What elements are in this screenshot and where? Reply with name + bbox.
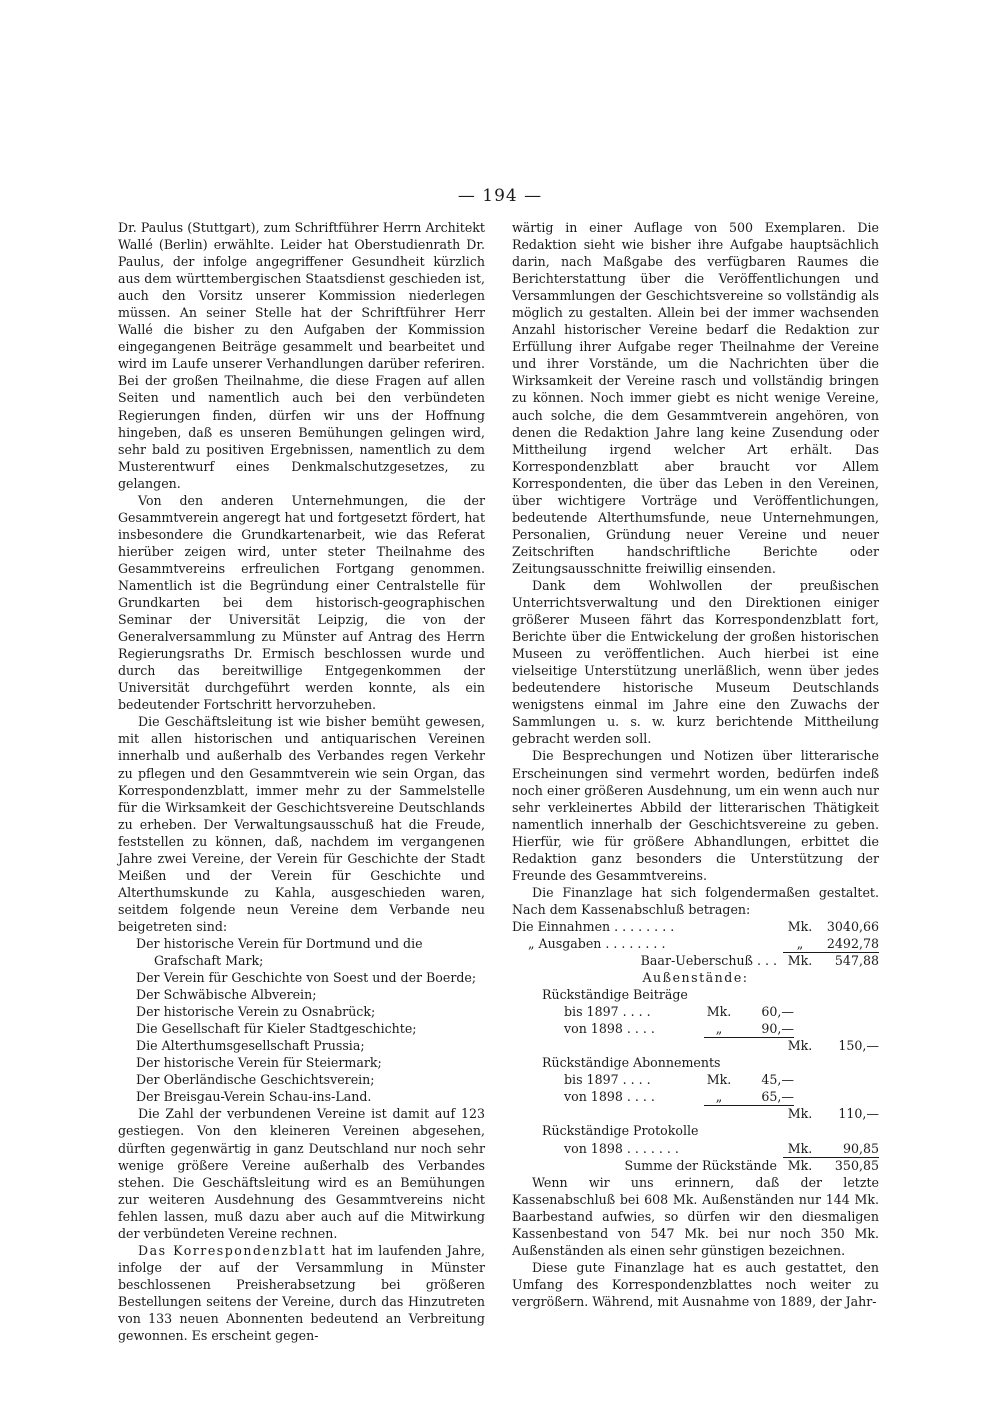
finance-row-baar bbox=[512, 952, 879, 969]
paragraph: Dr. Paulus (Stuttgart), zum Schriftführer Herrn Architekt Wallé (Berlin) erwählte. Leider hat Oberstudienrath Dr. Paulus, der infolge angegriffener Gesundheit kürzlich aus dem württembergischen Staatsdienst geschieden ist, auch den Vorsitz unserer Kommission niederlegen müssen. An seiner Stelle hat der Schriftführer Herr Wallé die bisher zu den Aufgaben der Kommission eingegangenen Beiträge gesammelt und bearbeitet und wird im Laufe unserer Verhandlungen darüber referiren. Bei der großen Theilnahme, die diese Fragen auf allen Seiten und namentlich auch bei den verbündeten Regierungen finden, dürfen wir uns der Hoffnung hingeben, daß es unseren Bemühungen gelingen wird, sehr bald zu positiven Ergebnissen, namentlich zu dem Musterentwurf eines Denkmalschutzgesetzes, zu gelangen. bbox=[118, 220, 485, 491]
emphasis-lead: Das Korrespondenzblatt bbox=[138, 1242, 327, 1258]
list-item: Der historische Verein zu Osnabrück; bbox=[136, 1004, 376, 1020]
paragraph: Die Geschäftsleitung ist wie bisher bemüht gewesen, mit allen historischen und antiquarischen Vereinen innerhalb und außerhalb des Verbandes regen Verkehr zu pflegen und den Gesammtverein wie sein Organ, das Korrespondenzblatt, immer mehr zu der Sammelstelle für die Wirksamkeit der Geschichtsvereine Deutschlands zu erheben. Der Verwaltungsausschuß hat die Freude, feststellen zu können, daß, nachdem im vergangenen Jahre zwei Vereine, der Verein für Geschichte der Stadt Meißen und der Verein für Geschichte und Alterthumskunde zu Kahla, ausgeschieden waren, seitdem folgende neun Vereine dem Verbande neu beigetreten sind: bbox=[118, 714, 485, 934]
finance-subrow bbox=[512, 1088, 879, 1105]
finance-subtotal bbox=[512, 1037, 879, 1054]
finance-label: bis 1897 . . . . bbox=[564, 1004, 651, 1020]
paragraph bbox=[118, 1242, 485, 1344]
finance-amount: 90,— bbox=[734, 1020, 794, 1038]
finance-currency: Mk. bbox=[787, 953, 813, 969]
finance-currency: Mk. bbox=[787, 918, 813, 934]
list-item: Der Breisgau-Verein Schau-ins-Land. bbox=[136, 1089, 372, 1105]
finance-currency: Mk. bbox=[787, 1157, 813, 1173]
finance-label: von 1898 . . . . bbox=[564, 1089, 655, 1105]
right-column bbox=[512, 219, 879, 1310]
finance-subrow bbox=[512, 1071, 879, 1088]
finance-amount: 110,— bbox=[838, 1106, 879, 1122]
finance-currency: „ bbox=[704, 1020, 734, 1038]
paragraph: Die Finanzlage hat sich folgendermaßen gestaltet. Nach dem Kassenabschluß betragen: bbox=[512, 884, 879, 917]
finance-currency: Mk. bbox=[783, 1140, 817, 1158]
list-item: Der Schwäbische Albverein; bbox=[136, 987, 317, 1003]
paragraph: Die Besprechungen und Notizen über litterarische Erscheinungen sind vermehrt worden, bedürfen indeß noch einer größeren Ausdehnung, um ein wenn auch nur sehr verkleinertes Abbild der litterarischen Thätigkeit namentlich innerhalb der Geschichtsvereine zu geben. Hierfür, wie für größere Abhandlungen, erbittet die Redaktion ganz besonders die Unterstützung der Freunde des Gesammtvereins. bbox=[512, 748, 879, 883]
finance-label: von 1898 . . . . . . . bbox=[564, 1140, 679, 1156]
finance-amount: 3040,66 bbox=[826, 918, 879, 934]
finance-currency: Mk. bbox=[706, 1072, 732, 1088]
page-number: — 194 — bbox=[457, 186, 543, 206]
finance-subheading: Rückständige Beiträge bbox=[542, 987, 688, 1003]
finance-amount: 2492,78 bbox=[817, 935, 879, 953]
finance-label: Die Einnahmen . . . . . . . . bbox=[512, 918, 675, 934]
list-item: Die Gesellschaft für Kieler Stadtgeschichte; bbox=[136, 1021, 417, 1037]
paragraph: wärtig in einer Auflage von 500 Exemplaren. Die Redaktion sieht wie bisher ihre Aufgabe hauptsächlich darin, nach Maßgabe des verfügbaren Raumes die Berichterstattung über die Veröffentlichungen und Versammlungen der Geschichtsvereine so vollständig als möglich zu gestalten. Allein bei der immer wachsenden Anzahl historischer Vereine bedarf die Redaktion zur Erfüllung ihrer Aufgabe reger Theilnahme der Vereine und ihrer Vorstände, um die Nachrichten über die Wirksamkeit der Vereine rasch und vollständig bringen zu können. Noch immer giebt es nicht wenige Vereine, auch solche, die dem Gesammtverein angehören, von denen die Redaktion Jahre lang keine Zusendung oder Mittheilung irgend welcher Art erhält. Das Korrespondenzblatt aber braucht vor Allem Korrespondenten, die über das Leben in den Vereinen, über wichtigere Vorträge und Veröffentlichungen, bedeutende Alterthumsfunde, neue Unternehmungen, Personalien, Gründung neuer Vereine und neuer Zeitschriften handschriftliche Berichte oder Zeitungsausschnitte freiwillig einsenden. bbox=[512, 220, 879, 576]
finance-row-einnahmen bbox=[512, 918, 879, 935]
list-item: Der historische Verein für Dortmund und die Grafschaft Mark; bbox=[136, 935, 423, 969]
finance-row-ausgaben bbox=[512, 935, 879, 952]
paragraph: Die Zahl der verbundenen Vereine ist damit auf 123 gestiegen. Von den kleineren Vereinen abgesehen, dürften gegenwärtig in ganz Deutschland nur noch sehr wenige größere Vereine außerhalb des Verbandes stehen. Die Geschäftsleitung wird es an Bemühungen zur weiteren Ausdehnung des Gesammtvereins nicht fehlen lassen, muß dazu aber auch auf die Mitwirkung der verbündeten Vereine rechnen. bbox=[118, 1106, 485, 1241]
paragraph: Dank dem Wohlwollen der preußischen Unterrichtsverwaltung und den Direktionen einiger größerer Museen fährt das Korrespondenzblatt fort, Berichte über die Entwickelung der großen historischen Museen zu veröffentlichen. Auch hierbei ist eine vielseitige Unterstützung unerläßlich, wenn über jedes bedeutendere historische Museum Deutschlands wenigstens einmal im Jahre eine den Zuwachs der Sammlungen u. s. w. kurz berichtende Mittheilung gebracht werden soll. bbox=[512, 577, 879, 747]
finance-currency: „ bbox=[704, 1088, 734, 1106]
finance-currency: Mk. bbox=[787, 1106, 813, 1122]
left-column bbox=[118, 219, 485, 1344]
finance-amount: 60,— bbox=[761, 1004, 794, 1020]
finance-label: von 1898 . . . . bbox=[564, 1021, 655, 1037]
finance-amount: 547,88 bbox=[834, 953, 879, 969]
finance-amount: 150,— bbox=[838, 1038, 879, 1054]
finance-label: Summe der Rückstände bbox=[624, 1157, 777, 1173]
paragraph-text: hat im laufenden Jahre, infolge der auf der Versammlung in Münster beschlossenen Preisherabsetzung bei größeren Bestellungen seitens der Vereine, durch das Hinzutreten von 133 neuen Abonnenten bedeutend an Verbreitung gewonnen. Es erscheint gegen- bbox=[118, 1242, 485, 1344]
section-heading: Außenstände: bbox=[642, 970, 749, 986]
finance-label: bis 1897 . . . . bbox=[564, 1072, 651, 1088]
finance-row-summe bbox=[512, 1157, 879, 1174]
finance-amount: 45,— bbox=[761, 1072, 794, 1088]
paragraph: Diese gute Finanzlage hat es auch gestattet, den Umfang des Korrespondenzblattes noch weiter zu vergrößern. Während, mit Ausnahme von 1889, der Jahr- bbox=[512, 1259, 879, 1309]
list-item: Der Oberländische Geschichtsverein; bbox=[136, 1072, 375, 1088]
finance-currency: Mk. bbox=[706, 1004, 732, 1020]
finance-subtotal bbox=[512, 1105, 879, 1122]
finance-row-protokolle bbox=[512, 1140, 879, 1157]
paragraph: Von den anderen Unternehmungen, die der Gesammtverein angeregt hat und fortgesetzt fördert, hat insbesondere die Grundkartenarbeit, wie das Referat hierüber zeigen wird, unter steter Theilnahme des Gesammtvereins erfreulichen Fortgang genommen. Namentlich ist die Begründung einer Centralstelle für Grundkarten bei dem historisch-geographischen Seminar der Universität Leipzig, die von der Generalversammlung zu Münster auf Antrag des Herrn Regierungsraths Dr. Ermisch beschlossen wurde und durch das bereitwillige Entgegenkommen der Universität durchgeführt werden konnte, als ein bedeutender Fortschritt hervorzuheben. bbox=[118, 492, 485, 713]
finance-subrow bbox=[512, 1003, 879, 1020]
finance-currency: Mk. bbox=[787, 1038, 813, 1054]
list-item: Der historische Verein für Steiermark; bbox=[136, 1055, 382, 1071]
finance-amount: 90,85 bbox=[817, 1140, 879, 1158]
paragraph: Wenn wir uns erinnern, daß der letzte Kassenabschluß bei 608 Mk. Außenständen nur 144 Mk. Baarbestand aufwies, so dürfen wir den diesmaligen Kassenbestand von 547 Mk. bei nur noch 350 Mk. Außenständen als einen sehr günstigen bezeichnen. bbox=[512, 1174, 879, 1258]
finance-subrow bbox=[512, 1020, 879, 1037]
finance-subheading: Rückständige Protokolle bbox=[542, 1123, 699, 1139]
finance-label: „ Ausgaben . . . . . . . . bbox=[528, 935, 666, 951]
list-item: Die Alterthumsgesellschaft Prussia; bbox=[136, 1038, 365, 1054]
finance-amount: 350,85 bbox=[834, 1157, 879, 1173]
finance-currency: „ bbox=[783, 935, 817, 953]
finance-subheading: Rückständige Abonnements bbox=[542, 1055, 721, 1071]
list-item: Der Verein für Geschichte von Soest und der Boerde; bbox=[136, 970, 477, 986]
finance-amount: 65,— bbox=[734, 1088, 794, 1106]
finance-label: Baar-Ueberschuß . . . bbox=[640, 953, 777, 969]
